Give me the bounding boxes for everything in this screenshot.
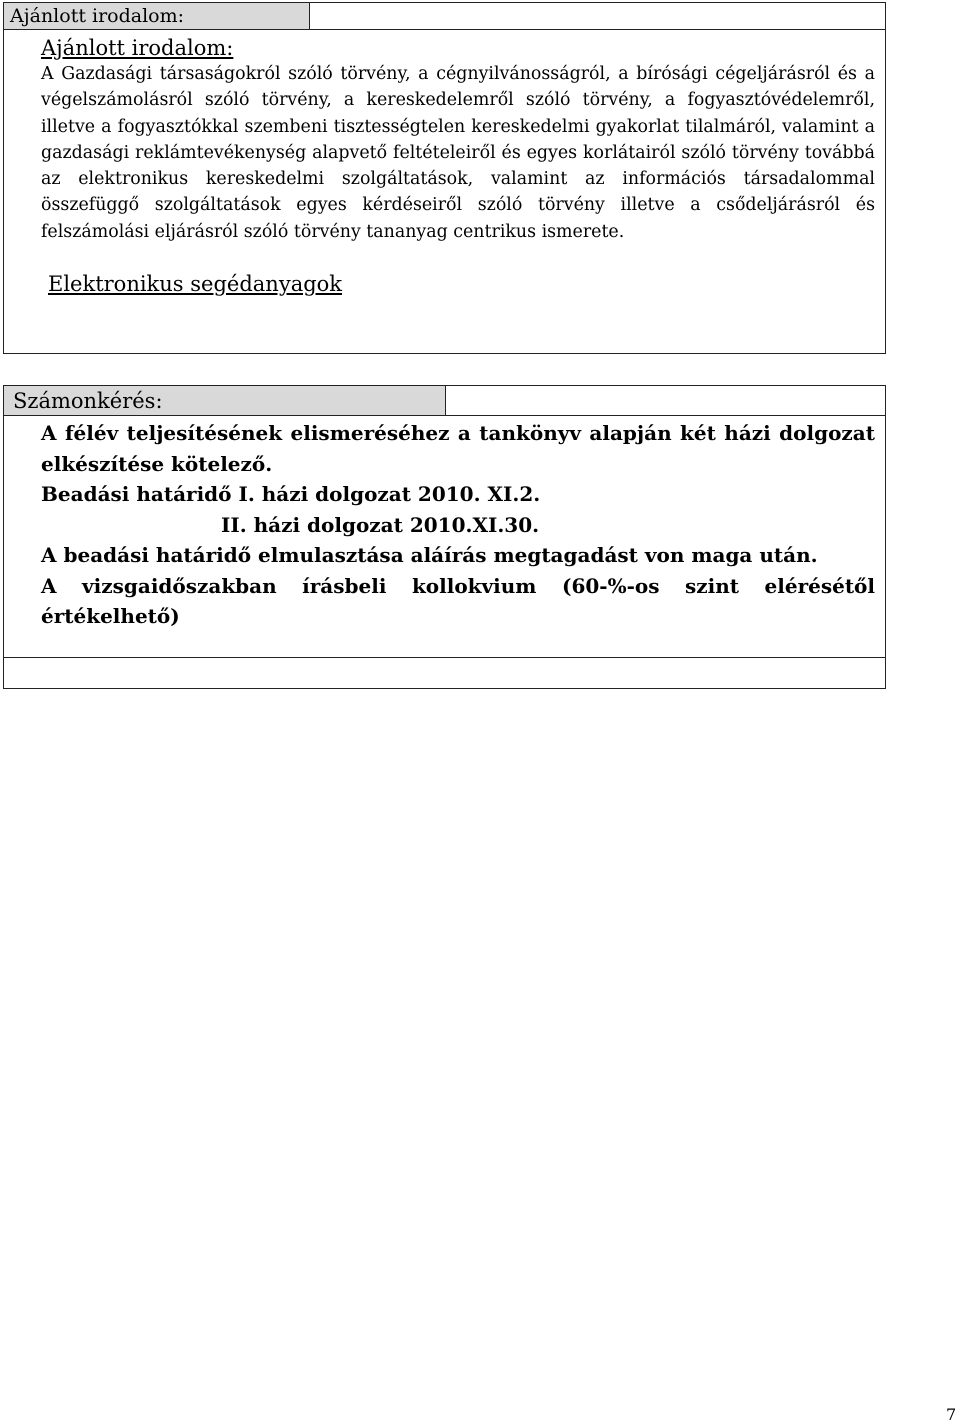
assessment-line-3: II. házi dolgozat 2010.XI.30. [221, 512, 540, 537]
assessment-label-cell [3, 385, 446, 416]
assessment-line-4: A beadási határidő elmulasztása aláírás megtagadást von maga után. [41, 543, 818, 567]
assessment-line-1: A félév teljesítésének elismeréséhez a tankönyv alapján két házi dolgozat elkészítése kötelező. [41, 421, 875, 476]
assessment-label: Számonkérés: [13, 389, 163, 413]
assessment-section [3, 385, 886, 689]
literature-label: Ajánlott irodalom: [10, 5, 185, 27]
literature-heading: Ajánlott irodalom: [41, 36, 234, 60]
literature-section [3, 2, 886, 354]
assessment-bottom-row [4, 657, 885, 689]
electronic-materials-heading: Elektronikus segédanyagok [48, 272, 343, 297]
literature-label-cell [3, 2, 310, 30]
assessment-label-row-line [445, 415, 885, 416]
assessment-content [4, 418, 885, 632]
page-number: 7 [946, 1405, 957, 1424]
literature-content [4, 35, 885, 297]
literature-body: A Gazdasági társaságokról szóló törvény, a cégnyilvánosságról, a bírósági cégeljárásról és a végelszámolásról szóló törvény, a kereskedelemről szóló törvény, a fogyasztóvédelemről, illetve a fogyasztókkal szembeni tisztességtelen kereskedelmi gyakorlat tilalmáról, valamint a gazdasági reklámtevékenység alapvető feltételeiről és egyes korlátairól szóló törvény továbbá az elektronikus kereskedelmi szolgáltatások, valamint az információs társadalommal összefüggő szolgáltatások egyes kérdéseiről szóló törvény illetve a csődeljárásról és felszámolási eljárásról szóló törvény tananyag centrikus ismerete. [41, 64, 875, 242]
literature-label-row-line [309, 29, 885, 30]
assessment-line-5: A vizsgaidőszakban írásbeli kollokvium (60-%-os szint elérésétől értékelhető) [41, 573, 875, 628]
assessment-line-2: Beadási határidő I. házi dolgozat 2010. XI.2. [41, 482, 541, 506]
